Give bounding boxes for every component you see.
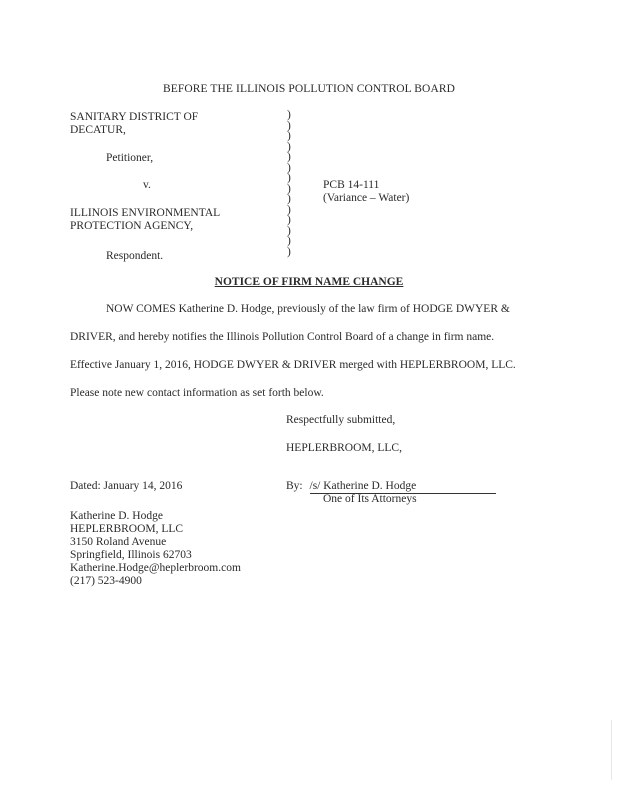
caption-paren: )	[287, 151, 291, 163]
caption-paren: )	[287, 119, 291, 132]
caption-paren: )	[287, 203, 291, 216]
petitioner-role: Petitioner,	[106, 152, 154, 164]
signer-role: One of Its Attorneys	[323, 493, 417, 505]
notice-body-line1: NOW COMES Katherine D. Hodge, previously of the law firm of HODGE DWYER &	[106, 303, 510, 315]
contact-phone: (217) 523-4900	[70, 575, 142, 587]
closing: Respectfully submitted,	[286, 414, 396, 426]
case-type: (Variance – Water)	[323, 192, 410, 204]
notice-body-line3: Effective January 1, 2016, HODGE DWYER & DRIVER merged with HEPLERBROOM, LLC.	[70, 359, 516, 371]
by-label: By:	[286, 480, 303, 492]
caption-paren: )	[287, 161, 291, 174]
contact-firm: HEPLERBROOM, LLC	[70, 523, 184, 535]
contact-street: 3150 Roland Avenue	[70, 536, 167, 548]
notice-body-line4: Please note new contact information as set forth below.	[70, 387, 324, 399]
caption-paren: )	[287, 140, 291, 153]
caption-paren: )	[287, 109, 291, 121]
dated-line: Dated: January 14, 2016	[70, 480, 183, 492]
scan-edge-mark	[611, 720, 612, 780]
contact-email[interactable]: Katherine.Hodge@heplerbroom.com	[70, 562, 241, 574]
case-number: PCB 14-111	[323, 179, 380, 191]
caption-paren: )	[287, 214, 291, 226]
board-heading: BEFORE THE ILLINOIS POLLUTION CONTROL BOARD	[162, 83, 456, 95]
respondent-name-line1: ILLINOIS ENVIRONMENTAL	[70, 207, 221, 219]
versus-label: v.	[143, 179, 151, 191]
caption-paren: )	[287, 235, 291, 247]
contact-name: Katherine D. Hodge	[70, 510, 163, 522]
notice-body-line2: DRIVER, and hereby notifies the Illinois Pollution Control Board of a change in firm name.	[70, 331, 495, 343]
respondent-name-line2: PROTECTION AGENCY,	[70, 220, 194, 232]
notice-title: NOTICE OF FIRM NAME CHANGE	[214, 276, 404, 288]
contact-city: Springfield, Illinois 62703	[70, 549, 192, 561]
caption-parenthesis-column	[287, 110, 291, 257]
caption-paren: )	[287, 224, 291, 237]
signer-name: /s/ Katherine D. Hodge	[309, 480, 417, 492]
petitioner-name-line2: DECATUR,	[70, 124, 126, 136]
caption-paren: )	[287, 182, 291, 195]
respondent-role: Respondent.	[106, 250, 164, 262]
caption-paren: )	[287, 130, 291, 142]
signature-firm: HEPLERBROOM, LLC,	[286, 442, 402, 454]
caption-paren: )	[287, 245, 291, 258]
caption-paren: )	[287, 193, 291, 205]
petitioner-name-line1: SANITARY DISTRICT OF	[70, 111, 199, 123]
caption-paren: )	[287, 172, 291, 184]
